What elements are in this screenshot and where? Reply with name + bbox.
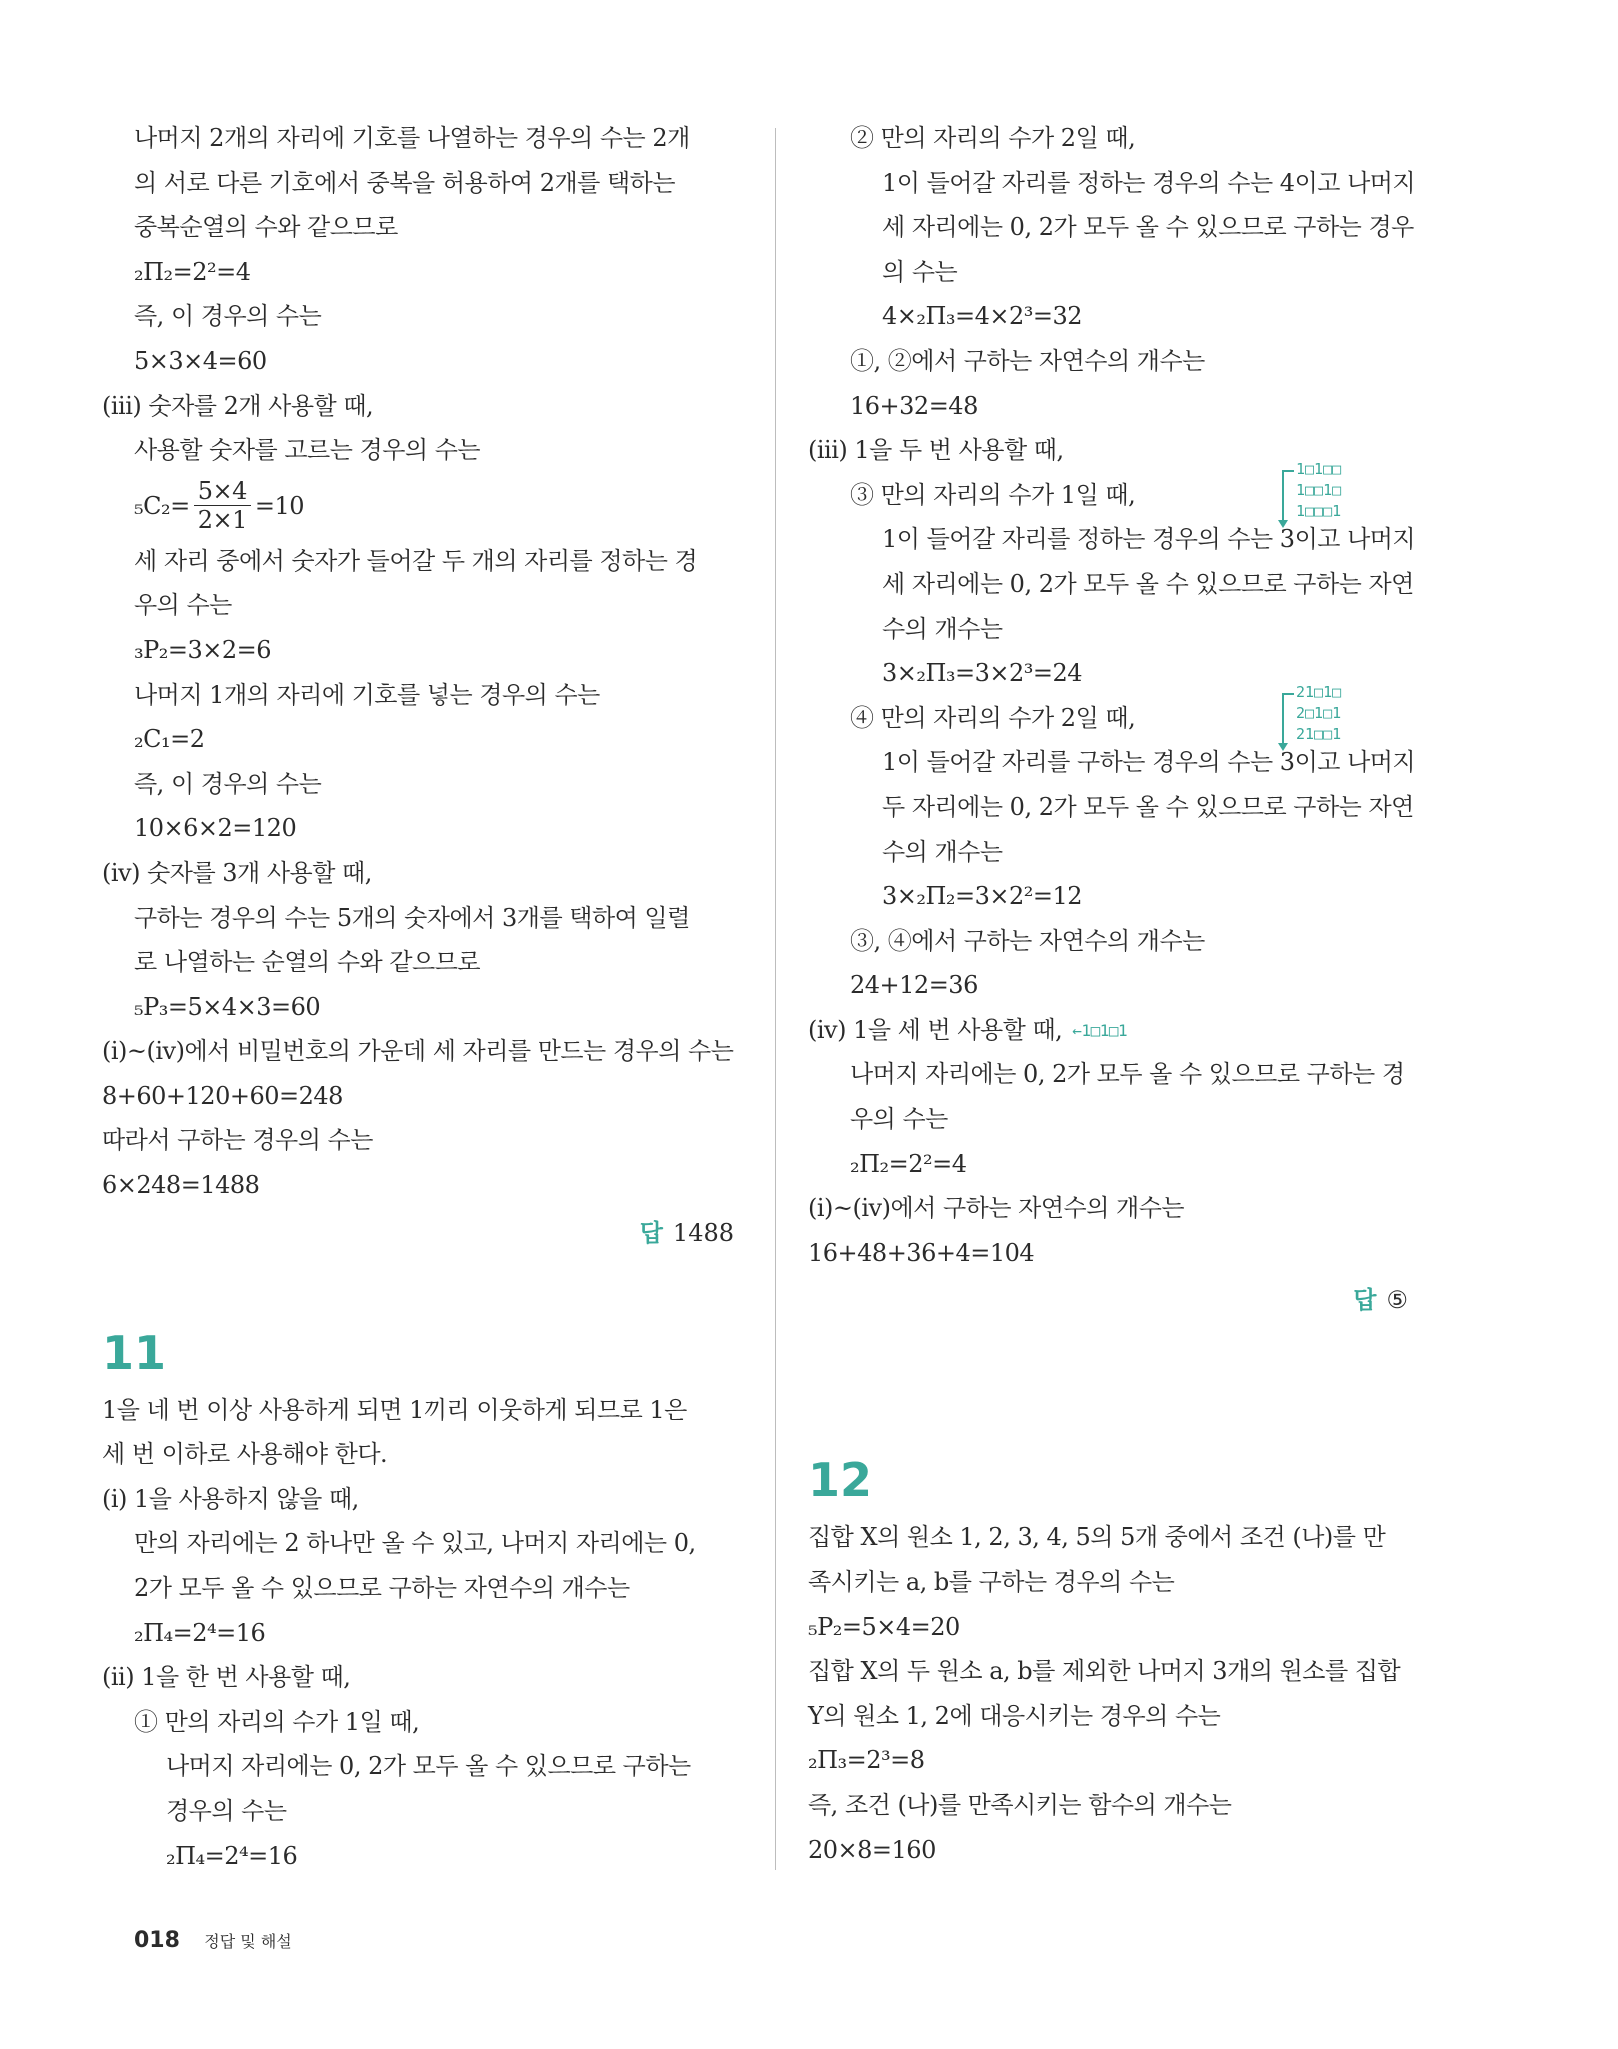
answer [134,1208,734,1258]
formula-line: 4×₂Π₃=4×2³=32 [882,302,1083,331]
subcase-heading: ② 만의 자리의 수가 2일 때, [850,124,1136,152]
problem-number: 11 [102,1325,167,1380]
fraction-formula [134,473,734,539]
text-line: 족시키는 a, b를 구하는 경우의 수는 [808,1568,1175,1597]
text-line: 집합 X의 두 원소 a, b를 제외한 나머지 3개의 원소를 집합 [808,1657,1401,1686]
margin-note: ←1□1□1 [1072,1021,1128,1041]
case-heading: (iii) 1을 두 번 사용할 때, [808,436,1064,465]
fraction-denominator: 2×1 [197,506,247,535]
text-line: Y의 원소 1, 2에 대응시키는 경우의 수는 [808,1701,1221,1730]
answer-label: 답 [639,1218,663,1247]
footer-title: 정답 및 해설 [204,1932,292,1951]
text-line: 즉, 이 경우의 수는 [134,769,322,798]
text-line: 집합 X의 원소 1, 2, 3, 4, 5의 5개 중에서 조건 (나)를 만 [808,1523,1386,1552]
fraction-numerator: 5×4 [194,477,251,506]
formula-line: ₅P₃=5×4×3=60 [134,992,321,1021]
text-line: 로 나열하는 순열의 수와 같으므로 [134,948,481,977]
formula-line: 16+48+36+4=104 [808,1238,1035,1267]
formula-line: ₂Π₄=2⁴=16 [134,1618,266,1647]
note-arrow-icon [1278,520,1288,528]
text-line: 사용할 숫자를 고르는 경우의 수는 [134,436,481,465]
formula-line: ₂Π₃=2³=8 [808,1746,925,1775]
text-line: 수의 개수는 [882,614,1003,643]
text-line: 세 번 이하로 사용해야 한다. [102,1440,388,1469]
formula-line: ₂Π₄=2⁴=16 [166,1841,298,1870]
case-heading: (iii) 숫자를 2개 사용할 때, [102,391,374,420]
formula-line: 3×₂Π₂=3×2²=12 [882,882,1083,911]
text-line: 세 자리에는 0, 2가 모두 올 수 있으므로 구하는 자연 [882,569,1414,598]
note-brace [1282,470,1294,522]
text-line: 1이 들어갈 자리를 정하는 경우의 수는 3이고 나머지 [882,525,1416,554]
formula-line: 5×3×4=60 [134,346,267,375]
case-heading: (i) 1을 사용하지 않을 때, [102,1484,359,1513]
subcase-heading: ④ 만의 자리의 수가 2일 때, [850,703,1136,732]
right-column [808,116,1416,1872]
text-line: 나머지 자리에는 0, 2가 모두 올 수 있으므로 구하는 경 [850,1060,1405,1089]
formula-line: 8+60+120+60=248 [102,1081,343,1110]
text-line: 우의 수는 [134,591,232,620]
text-line: 중복순열의 수와 같으므로 [134,213,398,242]
formula-line: ₅P₂=5×4=20 [808,1612,960,1641]
left-column [102,116,734,1878]
answer [808,1275,1408,1325]
formula-line: 10×6×2=120 [134,814,297,843]
subcase-heading: ③ 만의 자리의 수가 1일 때, [850,480,1136,509]
text-line: 나머지 1개의 자리에 기호를 넣는 경우의 수는 [134,680,600,709]
formula-line: ₂Π₂=2²=4 [134,257,251,286]
formula-line: ₂C₁=2 [134,725,205,754]
answer-value: 1488 [672,1218,734,1247]
text-line: 수의 개수는 [882,837,1003,866]
text-line: 1이 들어갈 자리를 정하는 경우의 수는 4이고 나머지 [882,168,1416,197]
text-line: 두 자리에는 0, 2가 모두 올 수 있으므로 구하는 자연 [882,792,1414,821]
page-footer [134,1928,292,1953]
text-line: 1이 들어갈 자리를 구하는 경우의 수는 3이고 나머지 [882,748,1416,777]
text-line: ③, ④에서 구하는 자연수의 개수는 [850,926,1205,955]
text-line: 나머지 2개의 자리에 기호를 나열하는 경우의 수는 2개 [134,124,690,152]
note-arrow-icon [1278,743,1288,751]
formula-line: 20×8=160 [808,1835,936,1864]
frac-prefix: ₅C₂= [134,491,190,520]
answer-label: 답 [1353,1286,1377,1315]
frac-suffix: =10 [254,491,305,520]
margin-note: 21□1□ 2□1□1 21□□1 [1296,683,1342,743]
case-heading-text: (iv) 1을 세 번 사용할 때, [808,1015,1063,1044]
column-divider [775,128,776,1870]
subcase-heading: ① 만의 자리의 수가 1일 때, [134,1707,420,1736]
text-line: 의 수는 [882,257,958,286]
case-heading [808,1008,1408,1053]
text-line: 즉, 이 경우의 수는 [134,302,322,331]
text-line: 구하는 경우의 수는 5개의 숫자에서 3개를 택하여 일렬 [134,903,690,932]
case-heading: (iv) 숫자를 3개 사용할 때, [102,858,372,887]
case-heading: (ii) 1을 한 번 사용할 때, [102,1663,351,1692]
text-line: 즉, 조건 (나)를 만족시키는 함수의 개수는 [808,1791,1232,1819]
text-line: 세 자리 중에서 숫자가 들어갈 두 개의 자리를 정하는 경 [134,546,698,575]
text-line: (i)~(iv)에서 구하는 자연수의 개수는 [808,1194,1185,1223]
answer-value: ⑤ [1386,1286,1408,1315]
text-line: 2가 모두 올 수 있으므로 구하는 자연수의 개수는 [134,1574,630,1603]
margin-note: 1□1□□ 1□□1□ 1□□□1 [1296,460,1342,520]
text-line: 우의 수는 [850,1105,948,1134]
formula-line: 16+32=48 [850,391,978,420]
problem-number: 12 [808,1453,873,1508]
page-number: 018 [134,1928,180,1953]
text-line: 만의 자리에는 2 하나만 올 수 있고, 나머지 자리에는 0, [134,1529,696,1558]
formula-line: 6×248=1488 [102,1171,260,1200]
fraction [194,477,251,534]
text-line: 의 서로 다른 기호에서 중복을 허용하여 2개를 택하는 [134,168,676,197]
formula-line: ₂Π₂=2²=4 [850,1149,967,1178]
text-line: (i)~(iv)에서 비밀번호의 가운데 세 자리를 만드는 경우의 수는 [102,1037,734,1066]
text-line: 1을 네 번 이상 사용하게 되면 1끼리 이웃하게 되므로 1은 [102,1395,687,1424]
note-brace [1282,693,1294,745]
text-line: 경우의 수는 [166,1797,287,1825]
text-line: 세 자리에는 0, 2가 모두 올 수 있으므로 구하는 경우 [882,213,1414,242]
text-line: ①, ②에서 구하는 자연수의 개수는 [850,346,1205,375]
text-line: 나머지 자리에는 0, 2가 모두 올 수 있으므로 구하는 [166,1752,691,1781]
formula-line: ₃P₂=3×2=6 [134,635,272,664]
formula-line: 3×₂Π₃=3×2³=24 [882,659,1083,688]
text-line: 따라서 구하는 경우의 수는 [102,1126,373,1155]
formula-line: 24+12=36 [850,971,978,1000]
